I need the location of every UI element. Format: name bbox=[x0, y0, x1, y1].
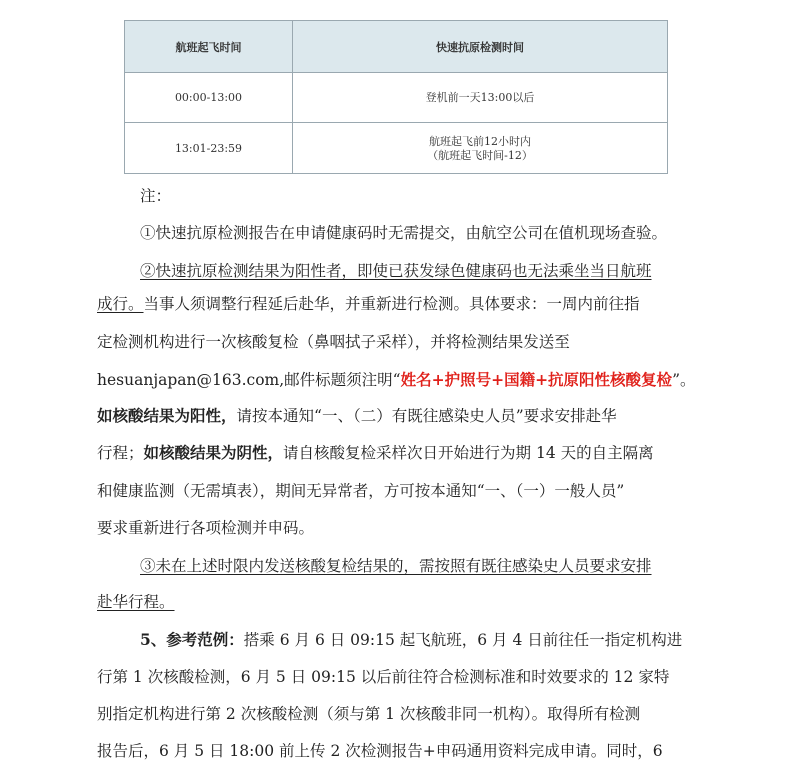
header-antigen-test-time: 快速抗原检测时间 bbox=[436, 40, 524, 54]
note-2-line2-rest: 当事人须调整行程延后赴华，并重新进行检测。具体要求：一周内前往指 bbox=[143, 295, 640, 313]
note-2-line5-rest: 请按本通知“一、（二）有既往感染史人员”要求安排赴华 bbox=[236, 407, 617, 425]
note-2-line6-b: 请自核酸复检采样次日开始进行为期 14 天的自主隔离 bbox=[283, 444, 654, 462]
note-3-line2: 赴华行程。 bbox=[97, 593, 175, 611]
note-2-line8: 要求重新进行各项检测并申码。 bbox=[97, 519, 315, 537]
cell-test-time: 登机前一天13:00以后 bbox=[425, 90, 535, 104]
note-2-line4 bbox=[97, 370, 696, 390]
positive-result-label: 如核酸结果为阳性， bbox=[97, 406, 237, 425]
note-label: 注： bbox=[140, 187, 172, 205]
header-flight-time: 航班起飞时间 bbox=[175, 40, 242, 54]
table-row bbox=[125, 122, 667, 174]
test-time-table bbox=[124, 20, 668, 174]
table-header-row bbox=[125, 21, 667, 72]
note-2-line6 bbox=[97, 443, 654, 463]
cell-test-time-note: （航班起飞时间-12） bbox=[427, 148, 533, 162]
cell-flight-time: 00:00-13:00 bbox=[174, 90, 243, 104]
note-2-line5 bbox=[97, 406, 617, 426]
cell-test-time: 航班起飞前12小时内 bbox=[429, 134, 531, 148]
negative-result-label: 如核酸结果为阴性， bbox=[143, 443, 284, 462]
note-3-line1: ③未在上述时限内发送核酸复检结果的，需按照有既往感染史人员要求安排 bbox=[140, 557, 652, 575]
note-2-line2-underlined: 成行。 bbox=[97, 295, 144, 313]
note-2-line6-a: 行程； bbox=[97, 444, 144, 462]
email-text: hesuanjapan@163.com,邮件标题须注明“ bbox=[97, 371, 401, 389]
note-2-line2 bbox=[97, 294, 640, 314]
para-5-line3: 别指定机构进行第 2 次核酸检测（须与第 1 次核酸非同一机构）。取得所有检测 bbox=[97, 705, 641, 723]
para-5-line2: 行第 1 次核酸检测，6 月 5 日 09:15 以后前往符合检测标准和时效要求的 12 家特 bbox=[97, 668, 670, 686]
note-2-line1: ②快速抗原检测结果为阳性者，即使已获发绿色健康码也无法乘坐当日航班 bbox=[140, 262, 652, 280]
note-2-line7: 和健康监测（无需填表），期间无异常者，方可按本通知“一、（一）一般人员” bbox=[97, 482, 625, 500]
note-2-line3: 定检测机构进行一次核酸复检（鼻咽拭子采样），并将检测结果发送至 bbox=[97, 333, 570, 351]
cell-flight-time: 13:01-23:59 bbox=[174, 141, 243, 155]
para-5-line1-rest: 搭乘 6 月 6 日 09:15 起飞航班，6 月 4 日前往任一指定机构进 bbox=[243, 631, 683, 649]
note-2-line4-end: ”。 bbox=[672, 371, 696, 389]
email-subject-format: 姓名+护照号+国籍+抗原阳性核酸复检 bbox=[400, 370, 673, 389]
note-1: ①快速抗原检测报告在申请健康码时无需提交，由航空公司在值机现场查验。 bbox=[140, 224, 668, 242]
example-label: 5、参考范例： bbox=[140, 630, 244, 649]
para-5-line1 bbox=[140, 630, 682, 650]
table-row bbox=[125, 72, 667, 122]
para-5-line4: 报告后，6 月 5 日 18:00 前上传 2 次检测报告+申码通用资料完成申请。同时，6 bbox=[97, 742, 663, 760]
